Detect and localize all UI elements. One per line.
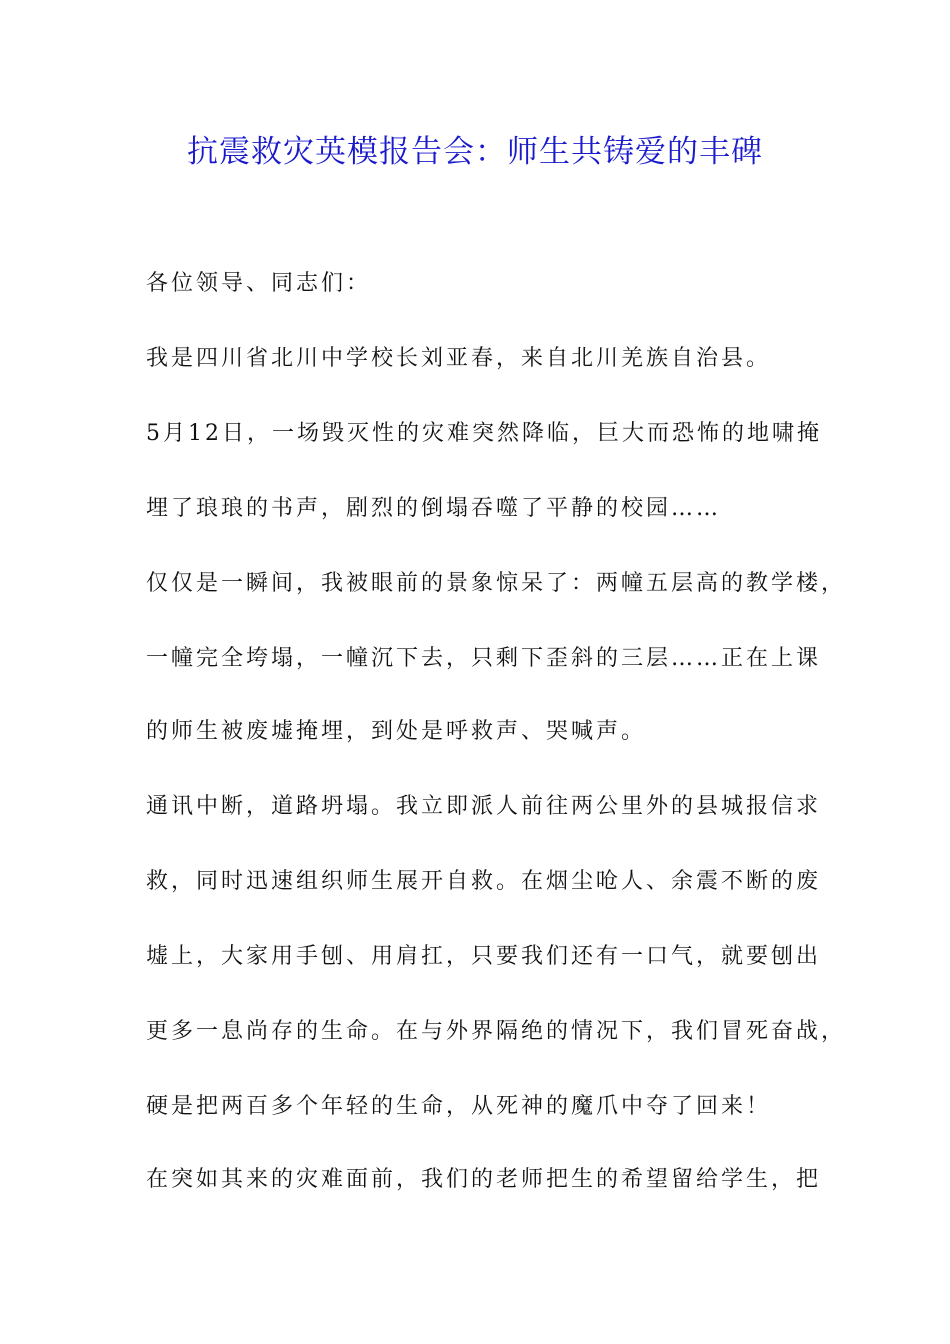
body-line: 在突如其来的灾难面前，我们的老师把生的希望留给学生，把 — [146, 1167, 822, 1192]
document-title: 抗震救灾英模报告会：师生共铸爱的丰碑 — [187, 134, 763, 170]
body-line: 埋了琅琅的书声，剧烈的倒塌吞噬了平静的校园…… — [146, 496, 722, 521]
body-line: 墟上，大家用手刨、用肩扛，只要我们还有一口气，就要刨出 — [146, 944, 822, 969]
body-line: 通讯中断，道路坍塌。我立即派人前往两公里外的县城报信求 — [146, 794, 822, 819]
body-line: 救，同时迅速组织师生展开自救。在烟尘呛人、余震不断的废 — [146, 869, 822, 894]
body-line: 我是四川省北川中学校长刘亚春，来自北川羌族自治县。 — [146, 346, 772, 371]
body-line: 的师生被废墟掩埋，到处是呼救声、哭喊声。 — [146, 719, 647, 744]
salutation-line: 各位领导、同志们： — [146, 271, 372, 296]
body-line: 5月12日，一场毁灭性的灾难突然降临，巨大而恐怖的地啸掩 — [146, 421, 822, 446]
body-line: 仅仅是一瞬间，我被眼前的景象惊呆了：两幢五层高的教学楼， — [146, 571, 847, 596]
body-line: 硬是把两百多个年轻的生命，从死神的魔爪中夺了回来！ — [146, 1094, 772, 1119]
body-line: 更多一息尚存的生命。在与外界隔绝的情况下，我们冒死奋战， — [146, 1019, 847, 1044]
body-line: 一幢完全垮塌，一幢沉下去，只剩下歪斜的三层……正在上课 — [146, 646, 822, 671]
